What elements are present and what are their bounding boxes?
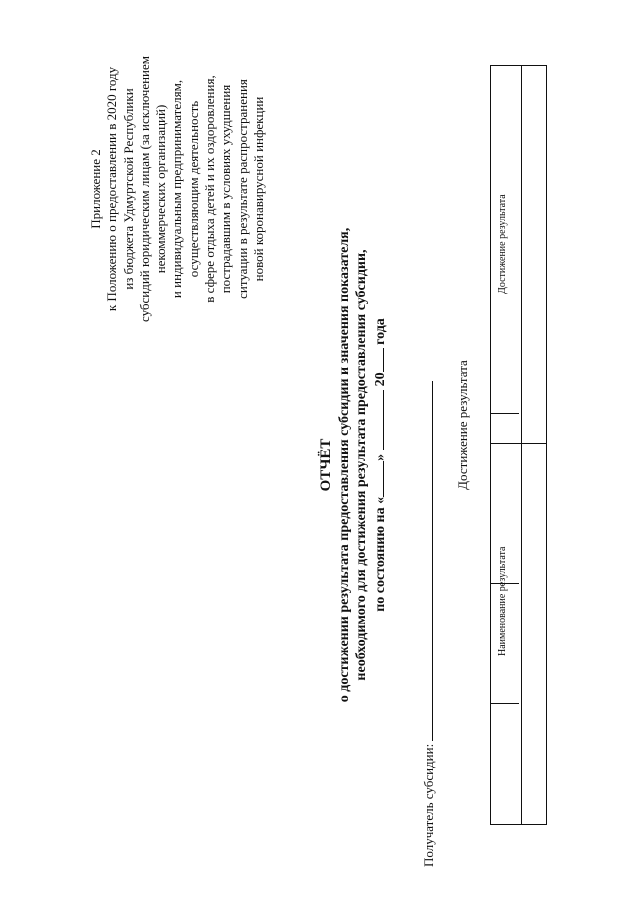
date-prefix: по состоянию на «: [372, 496, 388, 612]
appendix-line: и индивидуальным предпринимателям,: [169, 79, 185, 299]
results-table: [490, 65, 547, 825]
date-suffix: года: [372, 318, 388, 345]
section-title: Достижение результата: [455, 360, 470, 490]
report-subtitle-line2: необходимого для достижения результата предоставления субсидии,: [354, 249, 369, 681]
report-subtitle-line1: о достижении результата предоставления субсидии и значения показателя,: [336, 227, 352, 703]
table-header-achievement: Достижение результата: [497, 194, 508, 294]
appendix-line: из бюджета Удмуртской Республики: [120, 88, 136, 290]
appendix-line: Приложение 2: [88, 149, 103, 229]
appendix-line: пострадавшим в условиях ухудшения: [218, 84, 234, 294]
table-header-name: Наименование результата: [497, 546, 508, 656]
report-title-block: [318, 205, 389, 725]
day-blank: [371, 461, 384, 497]
appendix-line: субсидий юридическим лицам (за исключением: [136, 55, 152, 323]
appendix-line: в сфере отдыха детей и их оздоровления,: [202, 75, 218, 303]
month-blank: [371, 390, 384, 450]
appendix-line: новой коронавирусной инфекции: [250, 96, 266, 282]
year-blank: [371, 348, 384, 372]
report-date-line: [371, 205, 390, 725]
appendix-line: к Положению о предоставлении в 2020 году: [104, 66, 120, 312]
recipient-line: [420, 381, 433, 741]
report-title: ОТЧЁТ: [318, 438, 334, 492]
appendix-header: [88, 24, 267, 354]
table-column-divider: [491, 703, 519, 704]
recipient-label: Получатель субсидии:: [421, 743, 436, 867]
appendix-line: ситуации в результате распространения: [234, 79, 250, 299]
table-column-divider: [491, 413, 519, 414]
appendix-line: некоммерческих организаций): [153, 104, 169, 274]
table-column-divider: [491, 443, 546, 444]
recipient-row: [420, 387, 437, 867]
appendix-line: осуществляющим деятельность: [185, 100, 201, 278]
table-header-row: [491, 66, 522, 824]
date-year: 20: [372, 372, 388, 387]
date-mid: »: [372, 453, 388, 461]
